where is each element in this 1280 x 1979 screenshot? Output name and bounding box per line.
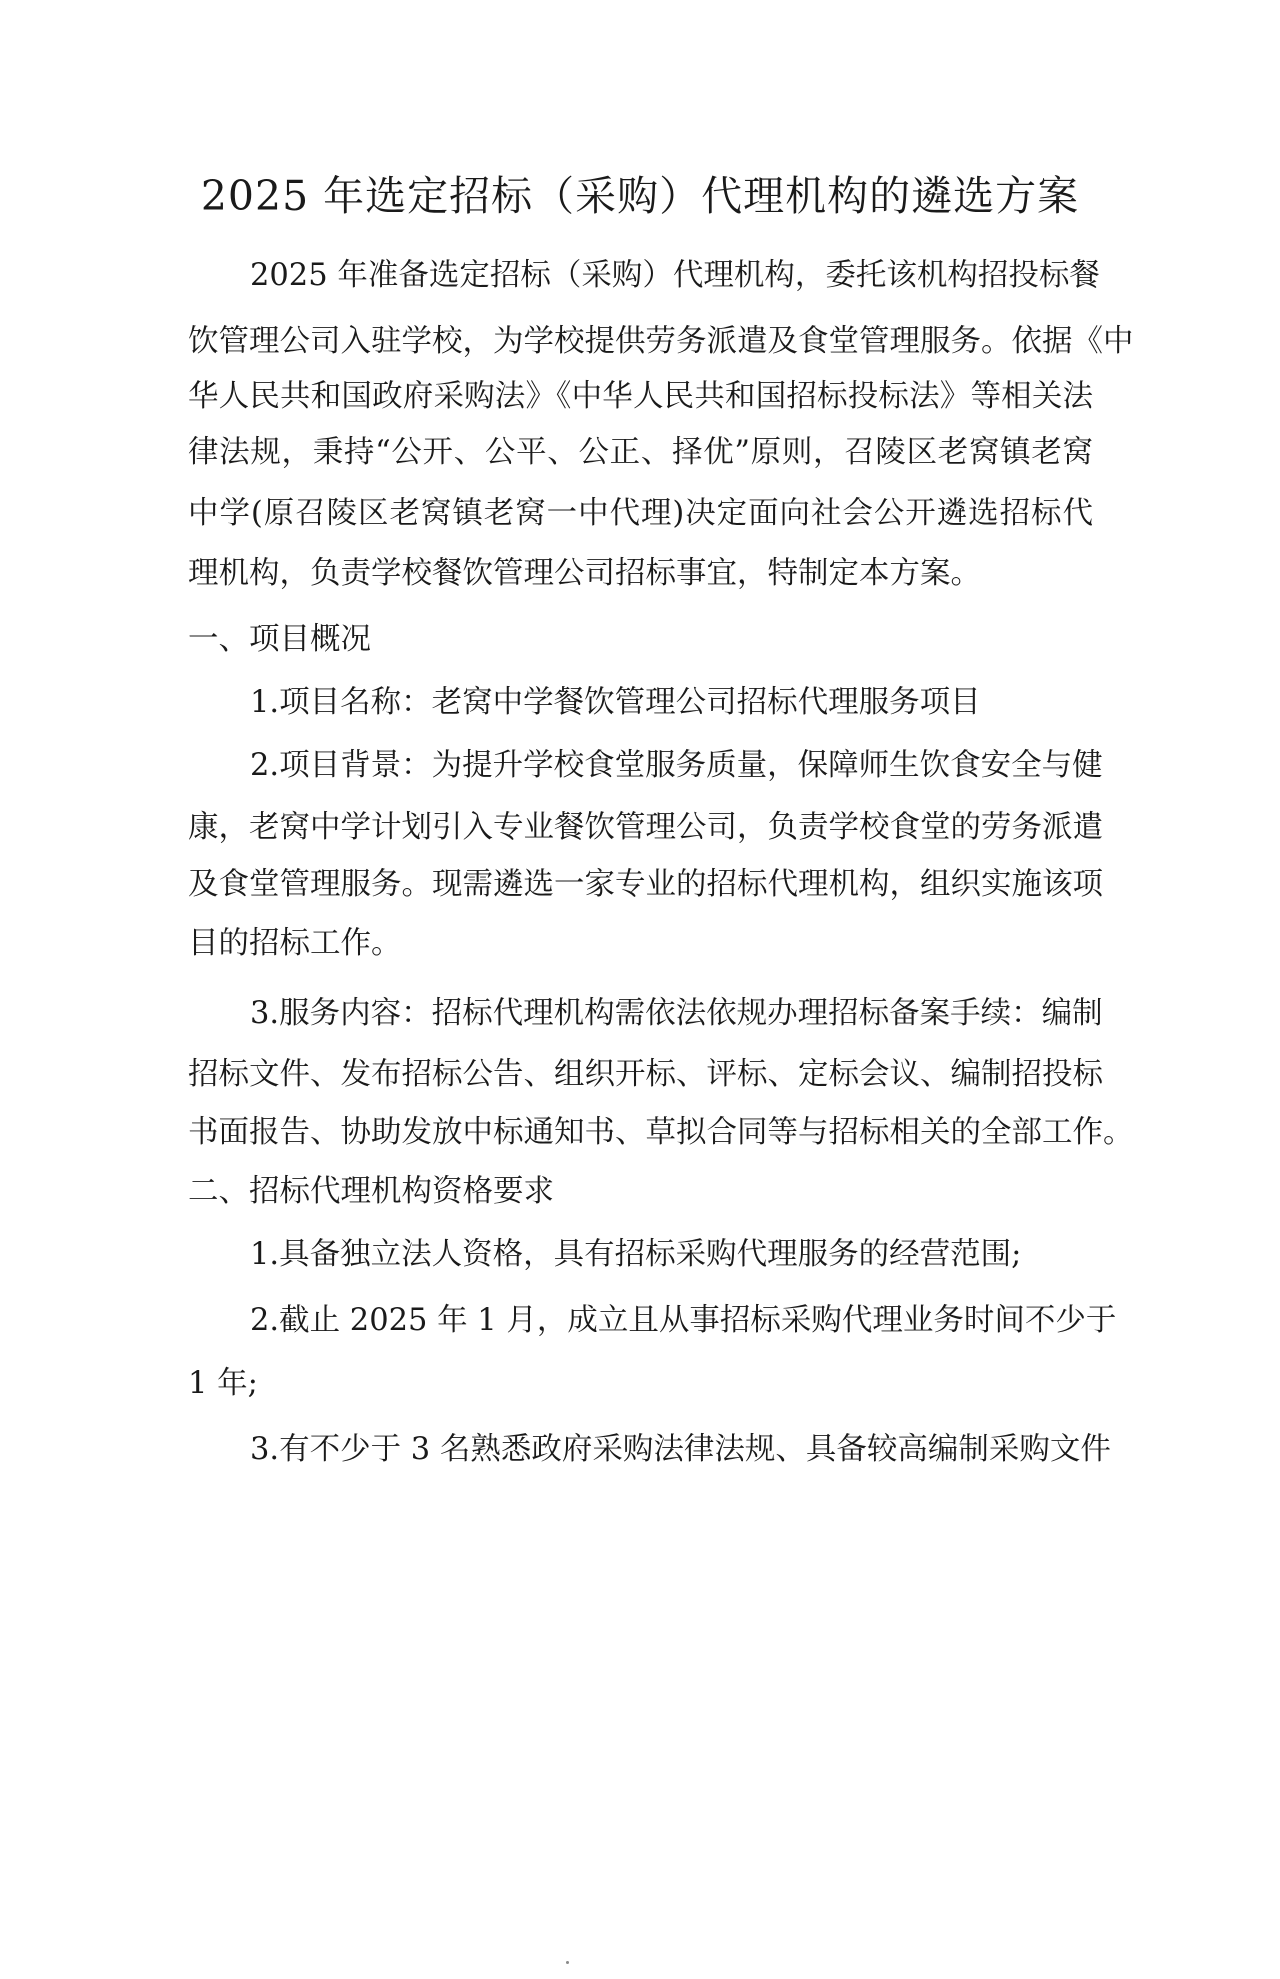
services-line: 书面报告、协助发放中标通知书、草拟合同等与招标相关的全部工作。 — [188, 1115, 1134, 1150]
section-heading-qualifications: 二、招标代理机构资格要求 — [188, 1174, 554, 1209]
intro-line: 华人民共和国政府采购法》《中华人民共和国招标投标法》等相关法 — [188, 379, 1093, 414]
intro-line: 饮管理公司入驻学校，为学校提供劳务派遣及食堂管理服务。依据《中 — [188, 324, 1134, 359]
background-line: 目的招标工作。 — [188, 926, 402, 961]
background-line: 及食堂管理服务。现需遴选一家专业的招标代理机构，组织实施该项 — [188, 867, 1103, 902]
qualification-line: 1 年; — [188, 1366, 258, 1401]
qualification-item-1: 1.具备独立法人资格，具有招标采购代理服务的经营范围; — [250, 1237, 1022, 1272]
qualification-line: 2.截止 2025 年 1 月，成立且从事招标采购代理业务时间不少于 — [250, 1303, 1117, 1338]
qualification-item-3: 3.有不少于 3 名熟悉政府采购法律法规、具备较高编制采购文件 — [250, 1432, 1111, 1467]
services-line: 3.服务内容：招标代理机构需依法依规办理招标备案手续：编制 — [250, 996, 1103, 1031]
intro-line: 中学(原召陵区老窝镇老窝一中代理)决定面向社会公开遴选招标代 — [188, 496, 1093, 531]
background-line: 2.项目背景：为提升学校食堂服务质量，保障师生饮食安全与健 — [250, 748, 1103, 783]
intro-line: 2025 年准备选定招标（采购）代理机构，委托该机构招投标餐 — [250, 258, 1100, 293]
section-heading-overview: 一、项目概况 — [188, 622, 371, 657]
intro-line: 律法规，秉持“公开、公平、公正、择优”原则，召陵区老窝镇老窝 — [188, 435, 1093, 470]
overview-item-name: 1.项目名称：老窝中学餐饮管理公司招标代理服务项目 — [250, 685, 981, 720]
intro-line: 理机构，负责学校餐饮管理公司招标事宜，特制定本方案。 — [188, 556, 981, 591]
services-line: 招标文件、发布招标公告、组织开标、评标、定标会议、编制招投标 — [188, 1057, 1103, 1092]
scan-speck — [566, 1961, 569, 1964]
background-line: 康，老窝中学计划引入专业餐饮管理公司，负责学校食堂的劳务派遣 — [188, 810, 1103, 845]
document-title: 2025 年选定招标（采购）代理机构的遴选方案 — [200, 172, 1080, 220]
